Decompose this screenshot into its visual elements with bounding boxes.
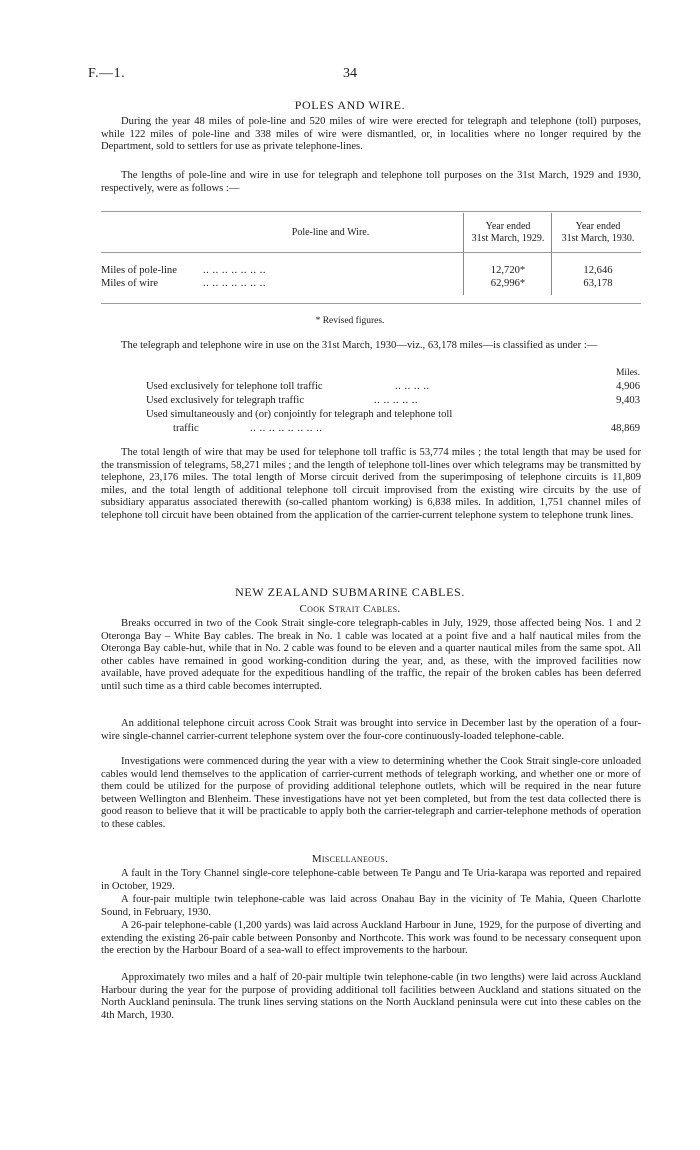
table-col-divider-1	[463, 213, 464, 295]
row-value-1929: 12,720*	[490, 265, 526, 276]
table-header-rule	[101, 252, 641, 253]
table-header-1929	[465, 221, 551, 245]
usage-leader-dots: .. .. .. .. .. .. .. ..	[250, 423, 323, 434]
cook-strait-subheading: Cook Strait Cables.	[299, 603, 401, 615]
poles-para-4: The total length of wire that may be used for telephone toll traffic is 53,774 miles ; the total length that may be used for the transmission of telegrams, 58,271 miles ; and the length of telephone toll-lines over which telegrams may be transmitted by telephone, 23,176 miles. The total length of Morse circuit derived from the superimposing of telephone circuits is 11,809 miles, and the total length of additional telephone toll circuit improvised from the existing wire circuits by the use of subsidiary apparatus associated therewith (so-called phantom working) is 6,838 miles. In addition, 1,751 channel miles of telephone toll circuit have been obtained from the application of the carrier-current telephone system to telephone trunk lines.	[101, 447, 641, 521]
usage-value-telephone: 4,906	[616, 381, 640, 392]
table-header-1930-line1: Year ended	[575, 221, 621, 232]
misc-para-3: A 26-pair telephone-cable (1,200 yards) was laid across Auckland Harbour in June, 1929, for the purpose of diverting and extending the existing 26-pair cable between Ponsonby and Northcote. This work was found to be necessary consequent upon the erection by the Harbour Board of a sea-wall to effect improvements to the harbour.	[101, 920, 641, 957]
poles-para-2: The lengths of pole-line and wire in use for telegraph and telephone toll purposes on the 31st March, 1929 and 1930, respectively, were as follows :—	[101, 170, 641, 194]
row-label-wire: Miles of wire	[101, 278, 159, 289]
usage-value-telegraph: 9,403	[616, 395, 640, 406]
table-top-rule	[101, 211, 641, 212]
row-leader-dots: .. .. .. .. .. .. ..	[203, 265, 266, 276]
table-header-1930	[553, 221, 643, 245]
table-header-1929-line2: 31st March, 1929.	[471, 233, 545, 244]
table-header-label: Pole-line and Wire.	[291, 227, 370, 238]
usage-value-simultaneous: 48,869	[610, 423, 640, 434]
section-reference: F.—1.	[88, 66, 126, 81]
row-value-1929: 62,996*	[490, 278, 526, 289]
usage-leader-dots: .. .. .. .. ..	[374, 395, 419, 406]
usage-label-simultaneous: Used simultaneously and (or) conjointly for telegraph and telephone toll	[146, 409, 453, 420]
cook-para-2: An additional telephone circuit across Cook Strait was brought into service in December last by the operation of a four-wire single-channel carrier-current telephone system over the four-core continuously-loaded telephone-cable.	[101, 718, 641, 742]
table-header-1929-line1: Year ended	[485, 221, 531, 232]
poles-wire-heading: POLES AND WIRE.	[294, 98, 406, 112]
usage-label-telephone: Used exclusively for telephone toll traffic	[146, 381, 323, 392]
page-number: 34	[343, 66, 357, 81]
table-bottom-rule	[101, 303, 641, 304]
cook-para-3: Investigations were commenced during the year with a view to determining whether the Cook Strait single-core unloaded cables would lend themselves to the application of carrier-current methods of telegraph working, and whether one or more of them could be utilized for the purpose of providing additional telephone outlets, which will be required in the near future between Wellington and Blenheim. These investigations have not yet been completed, but from the test data collected there is good reason to believe that it will be practicable to apply both the carrier-telegraph and carrier-telephone methods of operation to these cables.	[101, 756, 641, 830]
row-label-pole-line: Miles of pole-line	[101, 265, 177, 276]
usage-label-telegraph: Used exclusively for telegraph traffic	[146, 395, 305, 406]
cook-para-1: Breaks occurred in two of the Cook Strait single-core telegraph-cables in July, 1929, those affected being Nos. 1 and 2 Oteronga Bay – White Bay cables. The break in No. 1 cable was located at a point five and a half nautical miles from the Oteronga Bay cable-hut, while that in No. 2 cable was found to be eleven and a quarter nautical miles from the same spot. All other cables have remained in good working-condition during the year, and, as these, with the improved facilities now available, have proved adequate for the expeditious handling of the traffic, the repair of the broken cables has been deferred until such time as a third cable becomes interrupted.	[101, 618, 641, 692]
row-leader-dots: .. .. .. .. .. .. ..	[203, 278, 266, 289]
table-footnote: * Revised figures.	[315, 316, 385, 326]
misc-para-4: Approximately two miles and a half of 20-pair multiple twin telephone-cable (in two lengths) were laid across Auckland Harbour during the year for the purpose of providing additional toll facilities between Auckland and stations situated on the North Auckland peninsula. The trunk lines serving stations on the North Auckland peninsula were cut into these cables on the 4th March, 1930.	[101, 972, 641, 1021]
row-value-1930: 63,178	[583, 278, 613, 289]
submarine-cables-heading: NEW ZEALAND SUBMARINE CABLES.	[235, 585, 465, 599]
poles-para-1: During the year 48 miles of pole-line and 520 miles of wire were erected for telegraph and telephone (toll) purposes, while 122 miles of pole-line and 338 miles of wire were dismantled, or, in localities where no longer required by the Department, sold to settlers for use as private telephone-lines.	[101, 116, 641, 153]
table-header-1930-line2: 31st March, 1930.	[561, 233, 635, 244]
table-col-divider-2	[551, 213, 552, 295]
row-value-1930: 12,646	[583, 265, 613, 276]
usage-unit-label: Miles.	[615, 368, 640, 378]
misc-para-1: A fault in the Tory Channel single-core telephone-cable between Te Pangu and Te Uria-karapa was reported and repaired in October, 1929.	[101, 868, 641, 892]
miscellaneous-subheading: Miscellaneous.	[311, 853, 389, 865]
usage-leader-dots: .. .. .. ..	[395, 381, 430, 392]
misc-para-2: A four-pair multiple twin telephone-cable was laid across Onahau Bay in the vicinity of Te Mahia, Queen Charlotte Sound, in February, 1930.	[101, 894, 641, 918]
usage-label-traffic: traffic	[173, 423, 199, 434]
poles-para-3: The telegraph and telephone wire in use on the 31st March, 1930—viz., 63,178 miles—is classified as under :—	[121, 340, 598, 351]
